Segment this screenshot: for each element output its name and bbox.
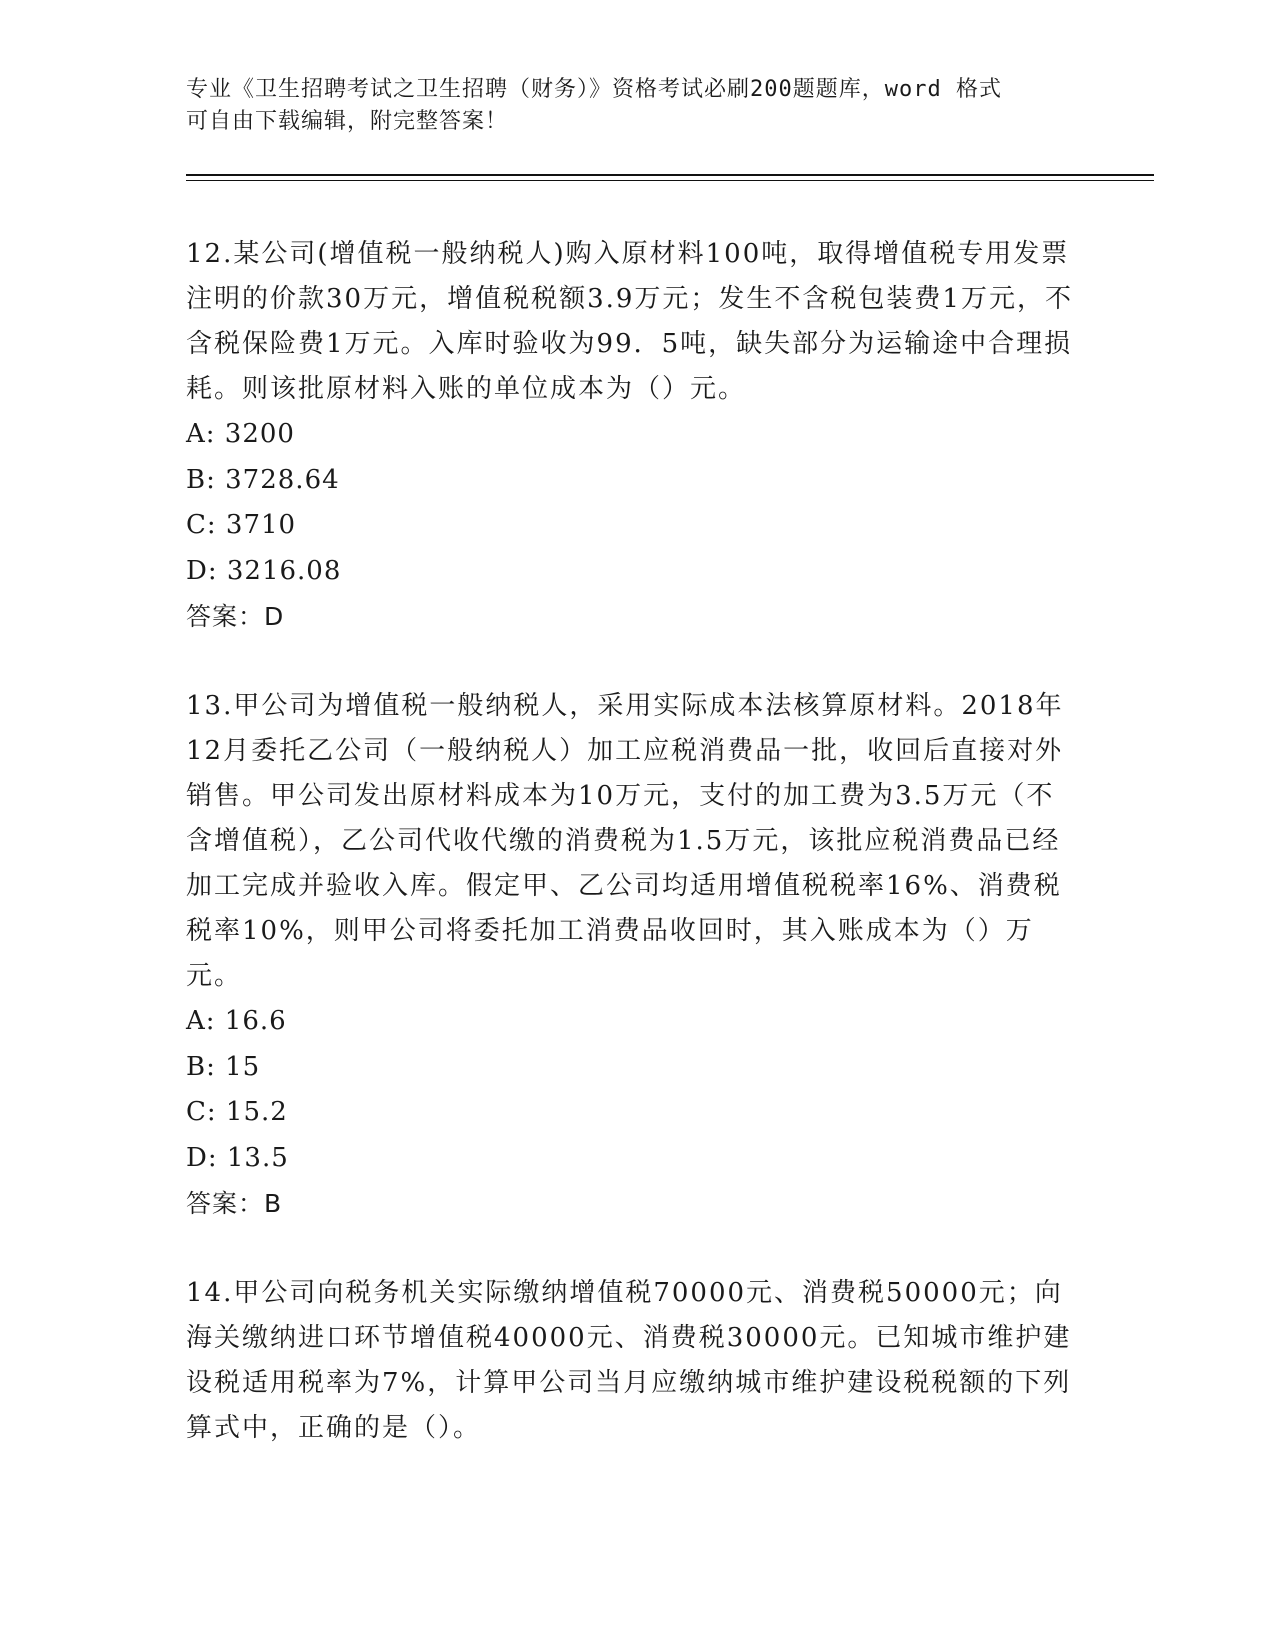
document-header: [186, 74, 1086, 138]
spacer: [186, 1226, 1076, 1271]
option-d: D: 3216.08: [186, 555, 342, 586]
header-line-1: 专业《卫生招聘考试之卫生招聘（财务）》资格考试必刷200题题库，word 格式: [186, 77, 1002, 102]
header-rule-thin: [186, 180, 1154, 181]
option-d: D: 13.5: [186, 1142, 289, 1173]
question-text: 12.某公司(增值税一般纳税人)购入原材料100吨，取得增值税专用发票注明的价款30万元，增值税税额3.9万元；发生不含税包装费1万元，不含税保险费1万元。入库时验收为99．5吨，缺失部分为运输途中合理损耗。则该批原材料入账的单位成本为（）元。: [186, 239, 1073, 404]
question-12: [186, 232, 1076, 639]
header-rule-thick: [186, 174, 1154, 176]
question-13: [186, 684, 1076, 1226]
option-b: B: 15: [186, 1051, 261, 1082]
question-list: [186, 232, 1076, 1451]
answer-label: 答案：D: [186, 602, 285, 631]
option-c: C: 15.2: [186, 1097, 288, 1127]
spacer: [186, 639, 1076, 684]
option-a: A: 16.6: [186, 1006, 287, 1036]
header-line-2: 可自由下载编辑，附完整答案！: [186, 109, 509, 134]
question-text: 13.甲公司为增值税一般纳税人，采用实际成本法核算原材料。2018年12月委托乙公司（一般纳税人）加工应税消费品一批，收回后直接对外销售。甲公司发出原材料成本为10万元，支付的加工费为3.5万元（不含增值税），乙公司代收代缴的消费税为1.5万元，该批应税消费品已经加工完成并验收入库。假定甲、乙公司均适用增值税税率16%、消费税税率10%，则甲公司将委托加工消费品收回时，其入账成本为（）万元。: [186, 691, 1064, 991]
answer-label: 答案：B: [186, 1189, 283, 1218]
question-text: 14.甲公司向税务机关实际缴纳增值税70000元、消费税50000元；向海关缴纳进口环节增值税40000元、消费税30000元。已知城市维护建设税适用税率为7%，计算甲公司当月应缴纳城市维护建设税税额的下列算式中，正确的是（）。: [186, 1278, 1072, 1443]
question-14: [186, 1271, 1076, 1451]
option-c: C: 3710: [186, 510, 297, 540]
option-a: A: 3200: [186, 419, 295, 449]
option-b: B: 3728.64: [186, 464, 340, 495]
